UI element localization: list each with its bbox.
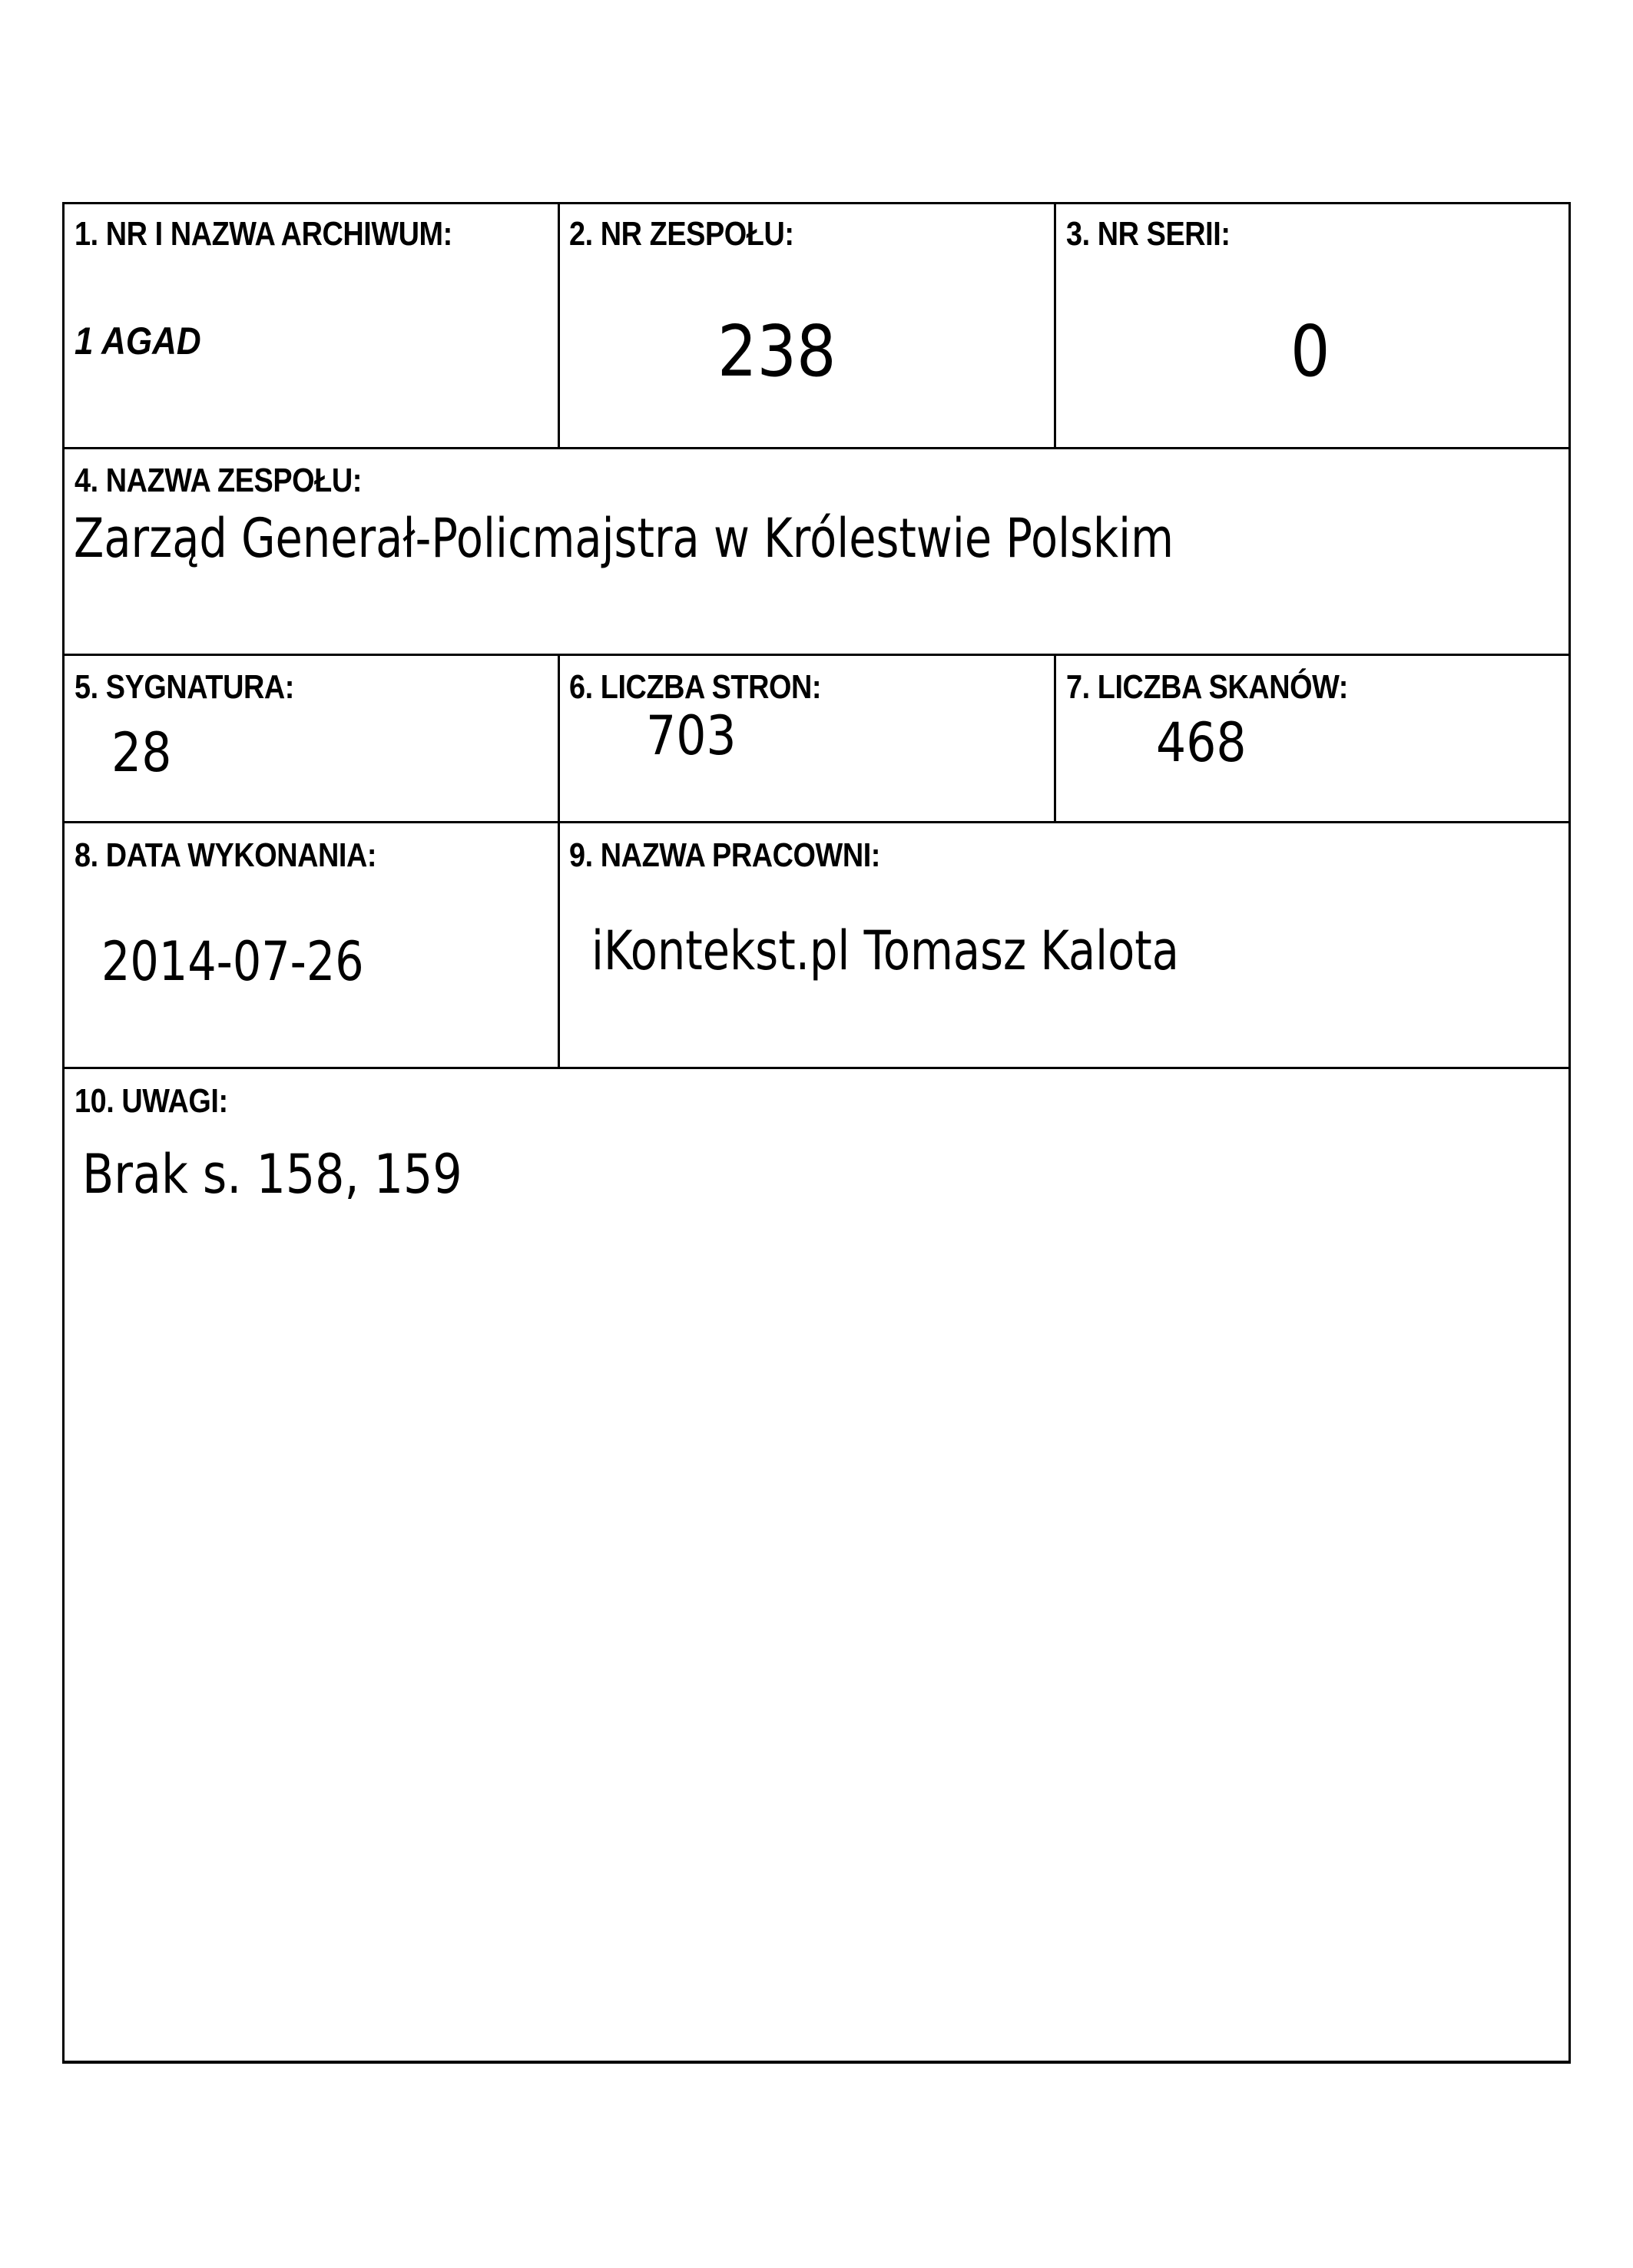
scan-count-value: 468 [1156,711,1247,774]
row-divider-3 [62,821,1571,823]
date-label: 8. DATA WYKONANIA: [75,836,377,874]
fonds-name-value: Zarząd Generał-Policmajstra w Królestwie Polskim [74,507,1174,570]
scan-count-label: 7. LICZBA SKANÓW: [1066,668,1348,706]
series-number-value: 0 [1290,310,1330,392]
row-divider-4 [62,1067,1571,1069]
archive-value: 1 AGAD [75,320,201,363]
col-divider-row3-b [1054,654,1056,823]
signature-value: 28 [111,721,172,784]
workshop-value: iKontekst.pl Tomasz Kalota [591,919,1179,982]
col-divider-row4-a [558,821,560,1068]
remarks-label: 10. UWAGI: [75,1082,228,1120]
workshop-label: 9. NAZWA PRACOWNI: [569,836,880,874]
series-number-label: 3. NR SERII: [1066,215,1231,253]
col-divider-row1-b [1054,202,1056,448]
date-value: 2014-07-26 [101,930,364,993]
col-divider-row1-a [558,202,560,448]
remarks-value: Brak s. 158, 159 [82,1143,462,1206]
fonds-number-value: 238 [717,310,836,392]
archive-label: 1. NR I NAZWA ARCHIWUM: [75,215,452,253]
row-divider-2 [62,654,1571,656]
row-divider-1 [62,447,1571,449]
page-count-label: 6. LICZBA STRON: [569,668,822,706]
page-count-value: 703 [646,704,737,767]
col-divider-row3-a [558,654,560,823]
signature-label: 5. SYGNATURA: [75,668,294,706]
fonds-number-label: 2. NR ZESPOŁU: [569,215,794,253]
fonds-name-label: 4. NAZWA ZESPOŁU: [75,462,362,499]
